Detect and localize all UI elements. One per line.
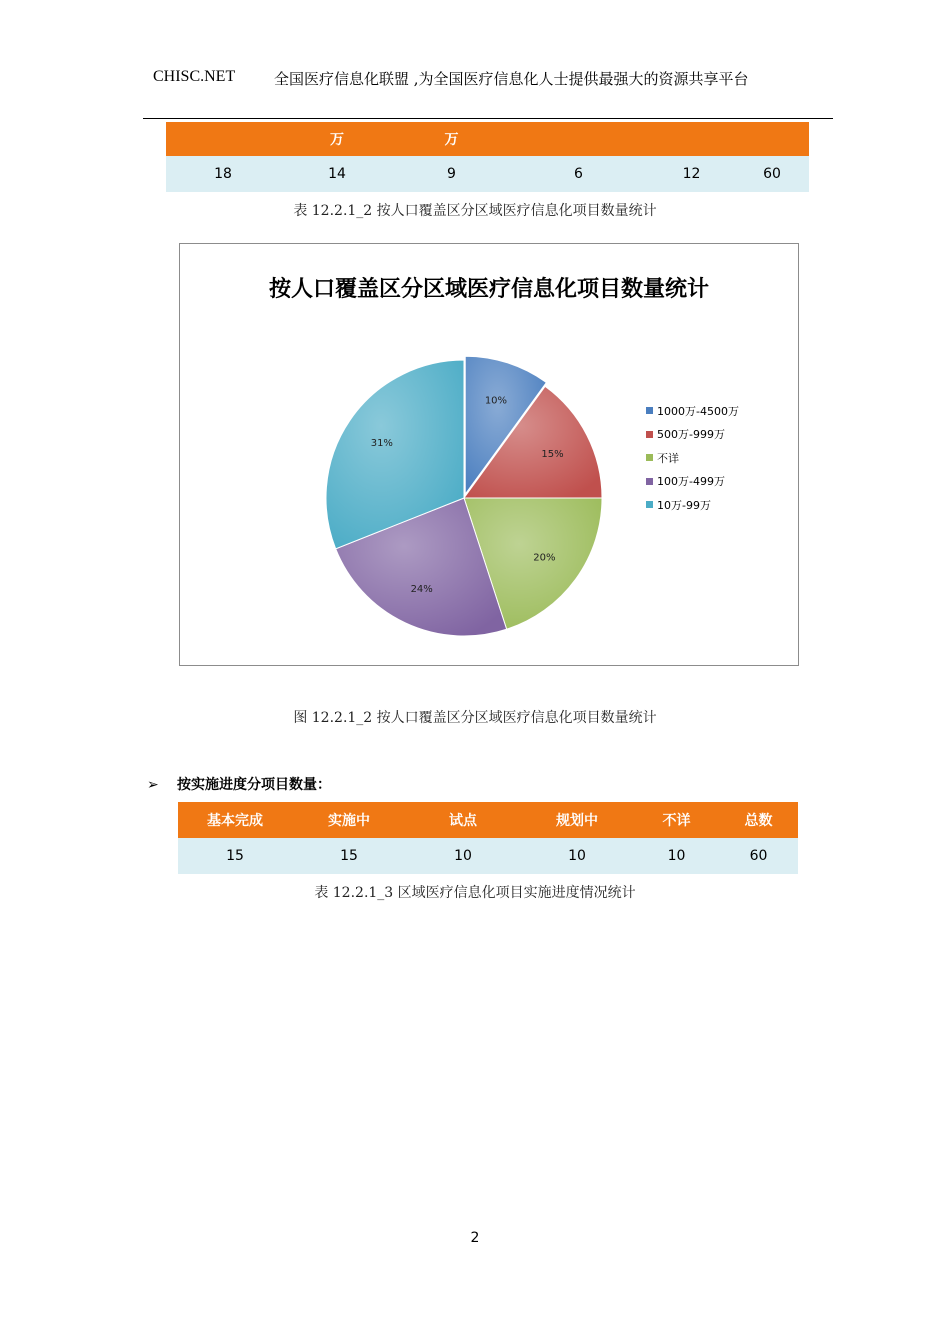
progress-table	[178, 802, 798, 874]
table-cell: 18	[166, 156, 280, 192]
header-rule	[143, 118, 833, 119]
table-header-cell	[509, 122, 735, 156]
table-row	[178, 838, 798, 874]
legend-swatch	[646, 478, 653, 485]
table-header-cell	[166, 122, 280, 156]
table-header-cell: 规划中	[520, 802, 634, 838]
legend-item	[646, 446, 739, 470]
population-table-values	[166, 156, 809, 192]
table-cell: 14	[280, 156, 394, 192]
table-cell: 60	[719, 838, 798, 874]
table-caption: 表 12.2.1_2 按人口覆盖区分区域医疗信息化项目数量统计	[293, 203, 657, 219]
legend-swatch	[646, 501, 653, 508]
table-cell: 15	[292, 838, 406, 874]
chart-legend	[646, 399, 739, 517]
site-name: CHISC.NET	[153, 68, 236, 85]
chart-title: 按人口覆盖区分区域医疗信息化项目数量统计	[268, 277, 709, 302]
legend-swatch	[646, 454, 653, 461]
section-heading	[147, 774, 331, 794]
table-header-cell: 万	[394, 122, 509, 156]
table-header-cell: 总数	[719, 802, 798, 838]
legend-swatch	[646, 407, 653, 414]
legend-item	[646, 470, 739, 494]
table-header-cell: 试点	[406, 802, 520, 838]
table-cell: 6	[509, 156, 648, 192]
table-cell: 10	[634, 838, 719, 874]
table-header-cell: 基本完成	[178, 802, 292, 838]
page-number: 2	[470, 1230, 480, 1246]
table-row	[166, 156, 809, 192]
legend-label: 10万-99万	[657, 498, 711, 512]
table-cell: 15	[178, 838, 292, 874]
table-cell: 60	[735, 156, 809, 192]
legend-swatch	[646, 431, 653, 438]
population-table	[166, 122, 809, 156]
pie-chart	[179, 243, 799, 666]
table-caption: 表 12.2.1_3 区域医疗信息化项目实施进度情况统计	[314, 885, 636, 901]
legend-label: 500万-999万	[657, 428, 725, 442]
table-cell: 9	[394, 156, 509, 192]
table-header-cell	[735, 122, 809, 156]
figure-caption: 图 12.2.1_2 按人口覆盖区分区域医疗信息化项目数量统计	[293, 710, 657, 726]
table-header-cell: 不详	[634, 802, 719, 838]
legend-label: 100万-499万	[657, 475, 725, 489]
table-header-row	[166, 122, 809, 156]
legend-label: 不详	[657, 451, 679, 465]
section-title: 按实施进度分项目数量：	[177, 777, 331, 793]
site-tagline: 全国医疗信息化联盟 ,为全国医疗信息化人士提供最强大的资源共享平台	[274, 70, 749, 88]
bullet-arrow-icon: ➢	[147, 777, 159, 793]
legend-label: 1000万-4500万	[657, 404, 739, 418]
pie-data-label: 31%	[370, 438, 393, 450]
legend-item	[646, 493, 739, 517]
table-header-cell: 万	[280, 122, 394, 156]
legend-item	[646, 399, 739, 423]
pie-data-label: 15%	[541, 448, 564, 460]
table-cell: 10	[520, 838, 634, 874]
table-cell: 12	[648, 156, 735, 192]
pie-data-label: 24%	[410, 583, 433, 595]
table-header-cell: 实施中	[292, 802, 406, 838]
legend-item	[646, 423, 739, 447]
pie-data-label: 20%	[533, 552, 556, 564]
pie-data-label: 10%	[484, 395, 508, 407]
table-header-row	[178, 802, 798, 838]
table-cell: 10	[406, 838, 520, 874]
